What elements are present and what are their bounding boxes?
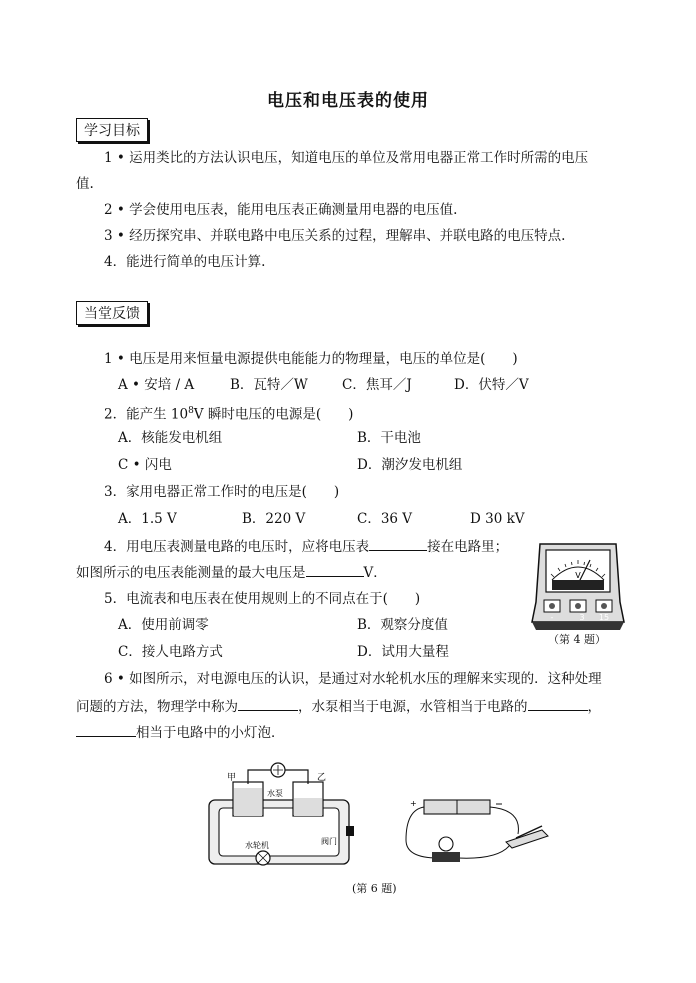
q6-figure-caption: (第 6 题) <box>352 882 397 895</box>
q5-option-b: B．观察分度值 <box>357 617 448 633</box>
voltmeter-label: V <box>575 571 581 580</box>
wire-right <box>490 807 518 834</box>
terminal-label-15: 15 <box>598 613 610 622</box>
bulb-icon <box>439 837 453 851</box>
q6-line-3 <box>76 722 285 743</box>
q3-option-b: B．220 V <box>242 511 306 527</box>
q1-option-c: C．焦耳／J <box>342 377 412 393</box>
q6-line-3-text: 相当于电路中的小灯泡． <box>136 725 285 741</box>
wire-bottom <box>458 842 512 858</box>
section-heading-goals: 学习目标 <box>76 118 148 142</box>
goal-item-1: 1 • 运用类比的方法认识电压，知道电压的单位及常用电器正常工作时所需的电压 <box>104 150 589 166</box>
q4-blank-1[interactable] <box>369 536 427 551</box>
voltmeter-terminals <box>544 600 612 612</box>
q2-option-a: A．核能发电机组 <box>118 430 223 446</box>
goal-item-4: 4．能进行简单的电压计算. <box>104 254 266 270</box>
q2-stem <box>104 401 353 425</box>
q3-option-d: D 30 kV <box>470 511 525 527</box>
terminal-label-3: 3 <box>579 613 585 622</box>
q6-line-2 <box>76 696 601 717</box>
label-yi: 乙 <box>317 773 327 783</box>
label-pump: 水泵 <box>267 789 283 798</box>
water-circuit-figure <box>205 762 365 874</box>
tank-jia-water <box>234 788 262 816</box>
page-title: 电压和电压表的使用 <box>267 91 429 111</box>
q1-option-d: D．伏特／V <box>454 377 529 393</box>
terminal-label-minus: - <box>550 613 554 622</box>
q5-option-a: A．使用前调零 <box>118 617 209 633</box>
q6-line-2-text-a: 问题的方法，物理学中称为 <box>76 699 238 715</box>
q1-stem: 1 • 电压是用来恒量电源提供电能能力的物理量，电压的单位是( ) <box>104 351 518 367</box>
q6-blank-3[interactable] <box>76 722 136 737</box>
battery-plus-sign: + <box>410 799 417 808</box>
section-heading-feedback: 当堂反馈 <box>76 301 148 325</box>
q4-line-1-end: 接在电路里； <box>427 539 509 555</box>
q6-line-2-text-b: ，水泵相当于电源，水管相当于电路的 <box>298 699 528 715</box>
q2-stem-post: V 瞬时电压的电源是( ) <box>193 406 354 423</box>
goal-item-1-cont: 值. <box>76 176 94 192</box>
label-valve: 阀门 <box>321 837 337 846</box>
q4-figure-caption: （第 4 题） <box>548 633 606 646</box>
q1-option-a: A • 安培 / A <box>118 377 195 393</box>
q5-option-c: C．接人电路方式 <box>118 644 223 660</box>
goal-item-2: 2 • 学会使用电压表，能用电压表正确测量用电器的电压值. <box>104 202 458 218</box>
bulb-base <box>432 852 460 862</box>
electric-circuit-figure <box>402 790 552 870</box>
q6-blank-1[interactable] <box>238 696 298 711</box>
q4-line-2 <box>76 562 387 583</box>
voltmeter-base <box>532 622 624 630</box>
q2-option-d: D．潮汐发电机组 <box>357 457 463 473</box>
q2-stem-exponent: 8 <box>188 406 194 416</box>
q6-line-1: 6 • 如图所示，对电源电压的认识，是通过对水轮机水压的理解来实现的．这种处理 <box>104 671 602 687</box>
goal-item-3: 3 • 经历探究串、并联电路中电压关系的过程，理解串、并联电路的电压特点. <box>104 228 566 244</box>
voltmeter-figure <box>530 532 626 644</box>
q5-option-d: D．试用大量程 <box>357 644 449 660</box>
q2-stem-pre: 2．能产生 10 <box>104 406 189 423</box>
q4-blank-2[interactable] <box>306 562 364 577</box>
wire-left <box>406 807 438 858</box>
label-turbine: 水轮机 <box>245 841 269 850</box>
voltmeter-panel-strip <box>552 580 604 590</box>
q1-option-b: B．瓦特／W <box>230 377 308 393</box>
q6-blank-2[interactable] <box>528 696 588 711</box>
q4-line-2-text: 如图所示的电压表能测量的最大电压是 <box>76 565 306 581</box>
q2-option-c: C • 闪电 <box>118 457 172 473</box>
q4-line-1 <box>104 536 508 557</box>
q3-option-a: A．1.5 V <box>118 511 177 527</box>
q3-stem: 3．家用电器正常工作时的电压是( ) <box>104 484 340 500</box>
q4-line-1-text: 4．用电压表测量电路的电压时，应将电压表 <box>104 539 370 555</box>
q6-line-2-text-c: ， <box>587 699 601 715</box>
label-jia: 甲 <box>227 773 237 783</box>
valve-icon <box>346 826 354 836</box>
tank-yi-water <box>294 798 322 816</box>
q2-option-b: B．干电池 <box>357 430 421 446</box>
q5-stem: 5．电流表和电压表在使用规则上的不同点在于( ) <box>104 591 421 607</box>
q4-line-2-end: V． <box>363 565 387 581</box>
q3-option-c: C．36 V <box>357 511 413 527</box>
